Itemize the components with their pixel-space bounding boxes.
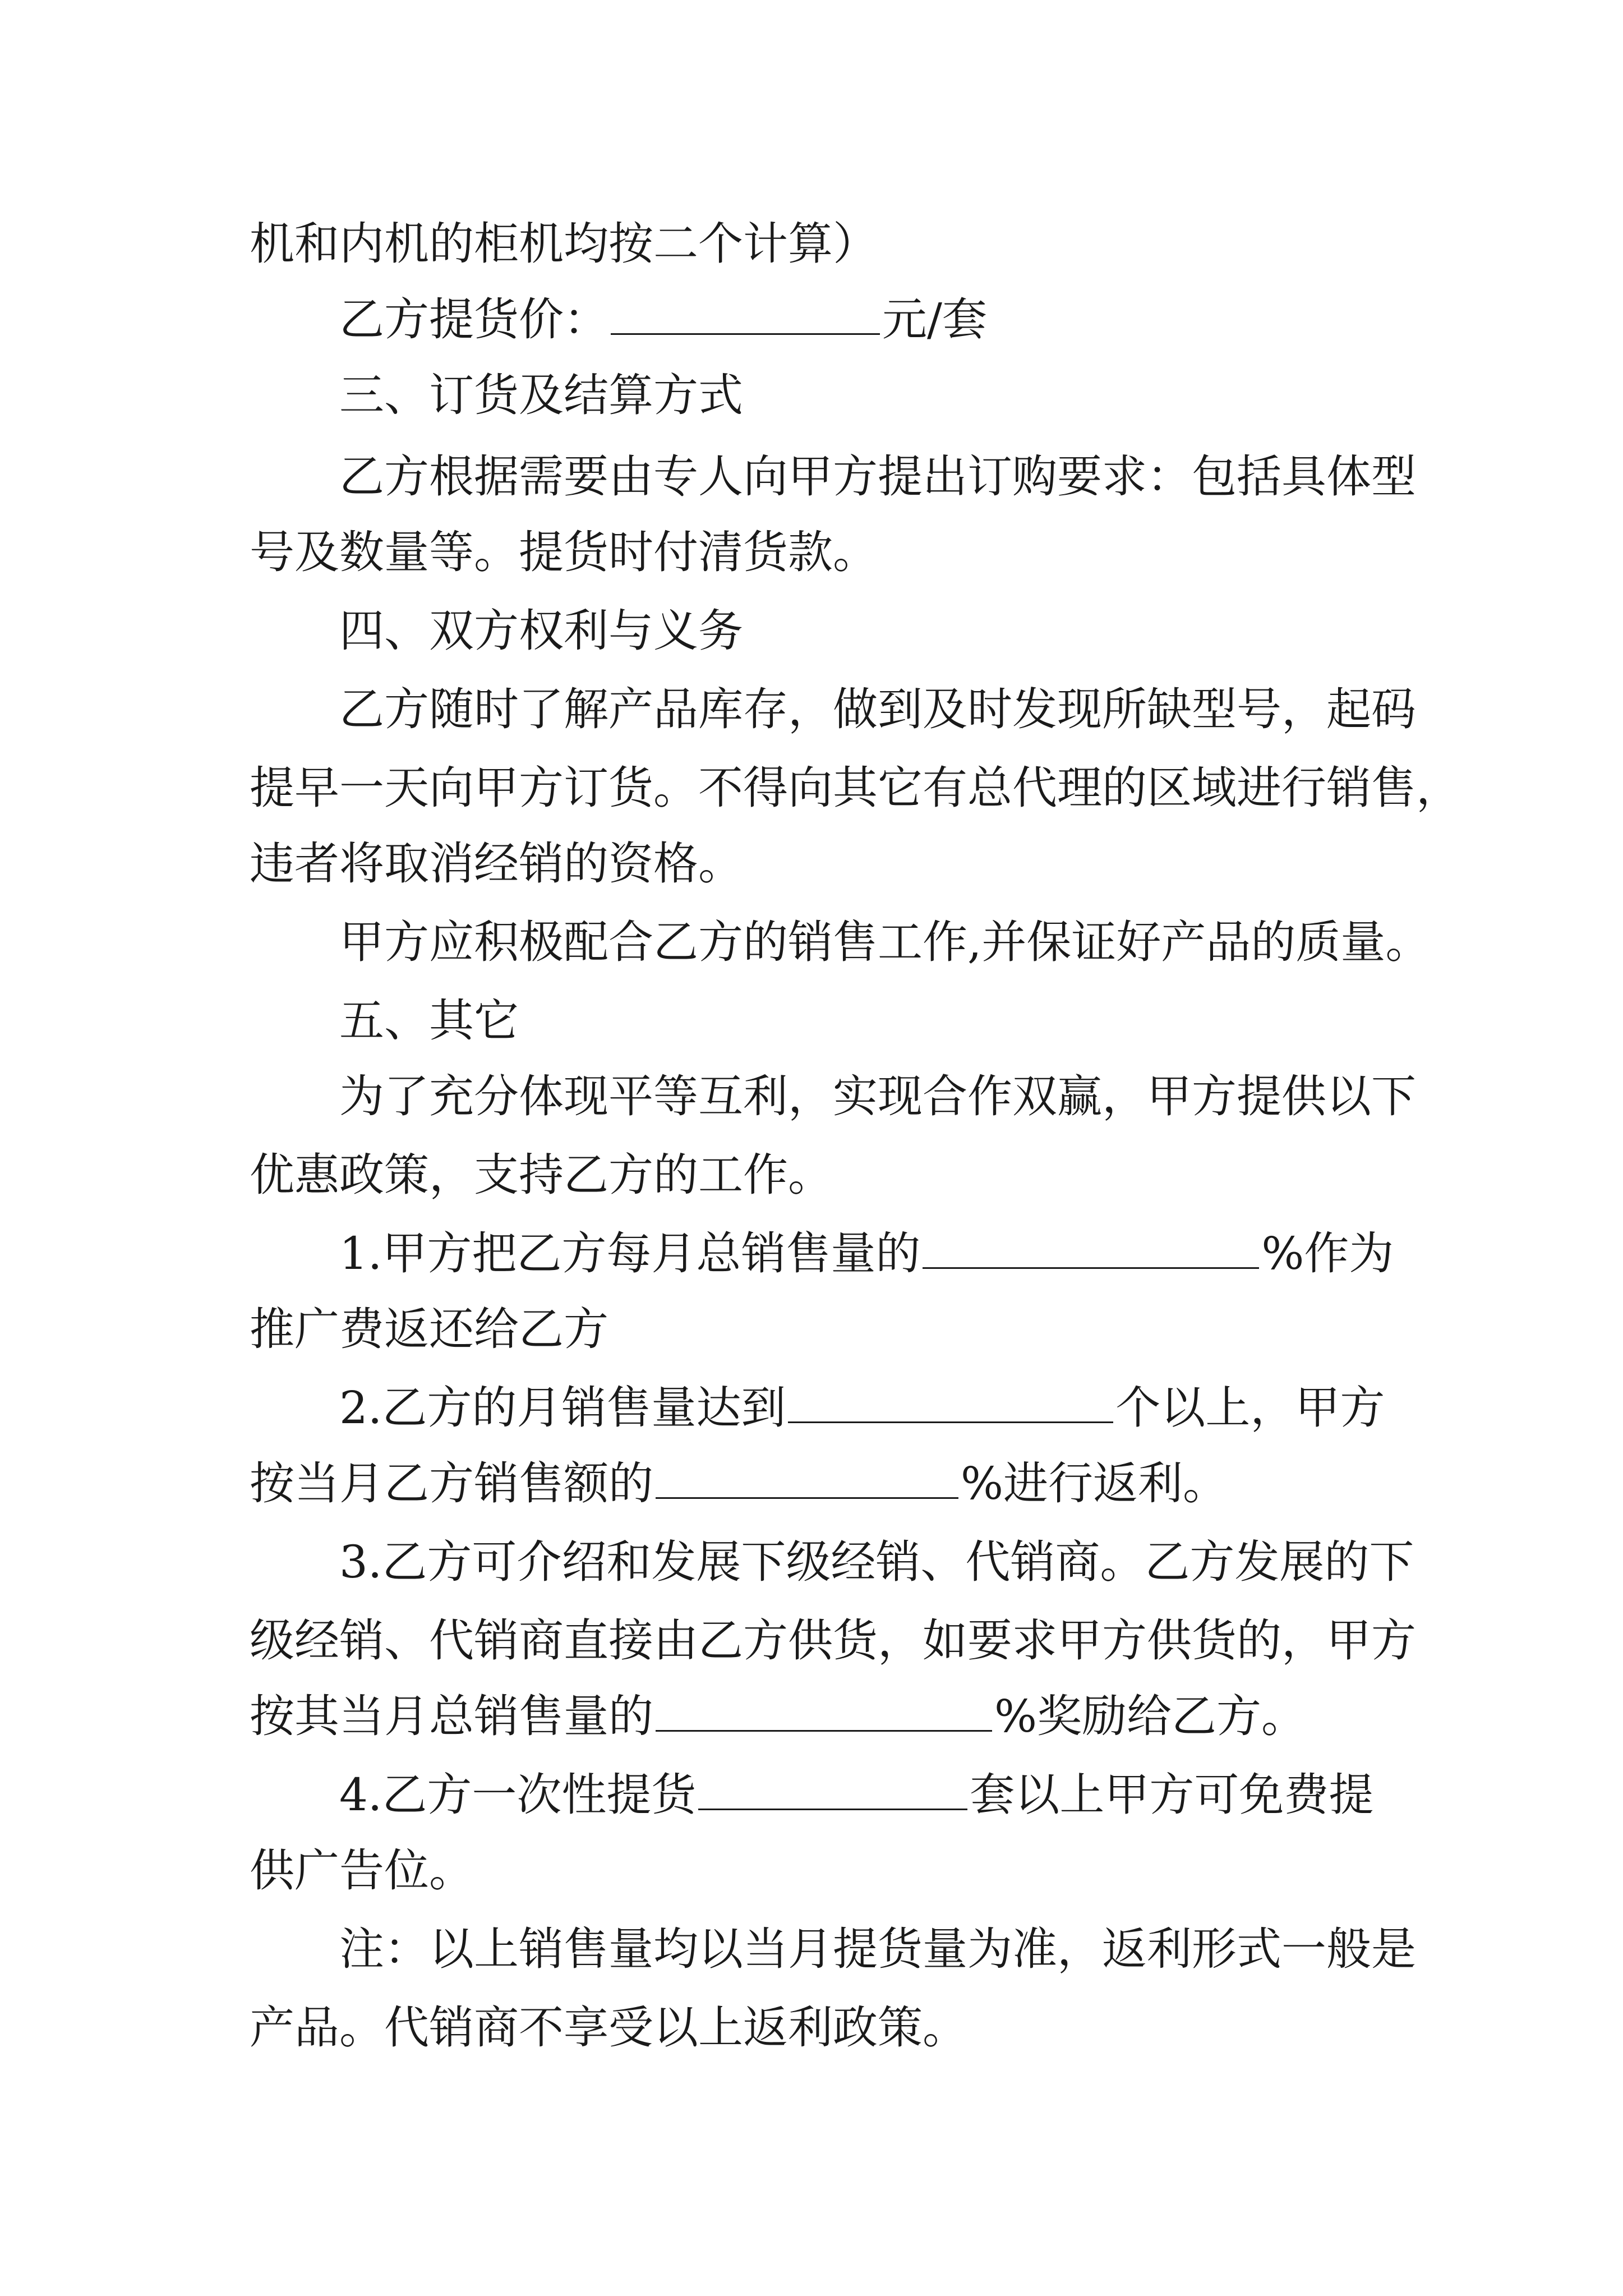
fill-blank[interactable] xyxy=(611,298,880,335)
text-line: 号及数量等。提货时付清货款。 xyxy=(250,526,878,578)
fill-blank[interactable] xyxy=(698,1774,967,1810)
clause-2-line: 2.乙方的月销售量达到 个以上，甲方 xyxy=(339,1382,1385,1434)
clause-3-line: 3.乙方可介绍和发展下级经销、代销商。乙方发展的下 xyxy=(339,1536,1414,1588)
text-line: 产品。代销商不享受以上返利政策。 xyxy=(250,2001,967,2054)
fill-blank[interactable] xyxy=(923,1232,1259,1269)
note-line: 注：以上销售量均以当月提货量为准，返利形式一般是 xyxy=(339,1923,1416,1975)
text-line: 违者将取消经销的资格。 xyxy=(250,838,743,890)
section-heading: 三、订货及结算方式 xyxy=(339,369,743,421)
text-line: 乙方随时了解产品库存，做到及时发现所缺型号，起码 xyxy=(339,683,1416,735)
text-line: 为了充分体现平等互利，实现合作双赢，甲方提供以下 xyxy=(339,1070,1416,1122)
supply-price-line: 乙方提货价： 元/套 xyxy=(339,293,987,346)
section-heading: 五、其它 xyxy=(339,995,519,1047)
text-line: 提早一天向甲方订货。不得向其它有总代理的区域进行销售， xyxy=(250,762,1461,814)
fill-blank[interactable] xyxy=(656,1695,992,1732)
text-line: 乙方根据需要由专人向甲方提出订购要求：包括具体型 xyxy=(339,450,1416,503)
text-line: 推广费返还给乙方 xyxy=(250,1303,608,1355)
fill-blank[interactable] xyxy=(656,1462,958,1499)
clause-4-line: 4.乙方一次性提货 套以上甲方可免费提 xyxy=(339,1769,1374,1821)
fill-blank[interactable] xyxy=(788,1387,1113,1423)
text-line: 按其当月总销售量的 %奖励给乙方。 xyxy=(250,1690,1307,1742)
clause-1-line: 1.甲方把乙方每月总销售量的 %作为 xyxy=(339,1227,1394,1280)
text-line: 按当月乙方销售额的 %进行返利。 xyxy=(250,1457,1228,1510)
text-line: 级经销、代销商直接由乙方供货，如要求甲方供货的，甲方 xyxy=(250,1614,1416,1667)
text-line: 优惠政策，支持乙方的工作。 xyxy=(250,1149,833,1201)
text-line: 供广告位。 xyxy=(250,1844,474,1897)
text-line: 机和内机的柜机均按二个计算） xyxy=(250,218,878,270)
text-line: 甲方应积极配合乙方的销售工作,并保证好产品的质量。 xyxy=(339,916,1431,968)
section-heading: 四、双方权利与义务 xyxy=(339,605,743,657)
